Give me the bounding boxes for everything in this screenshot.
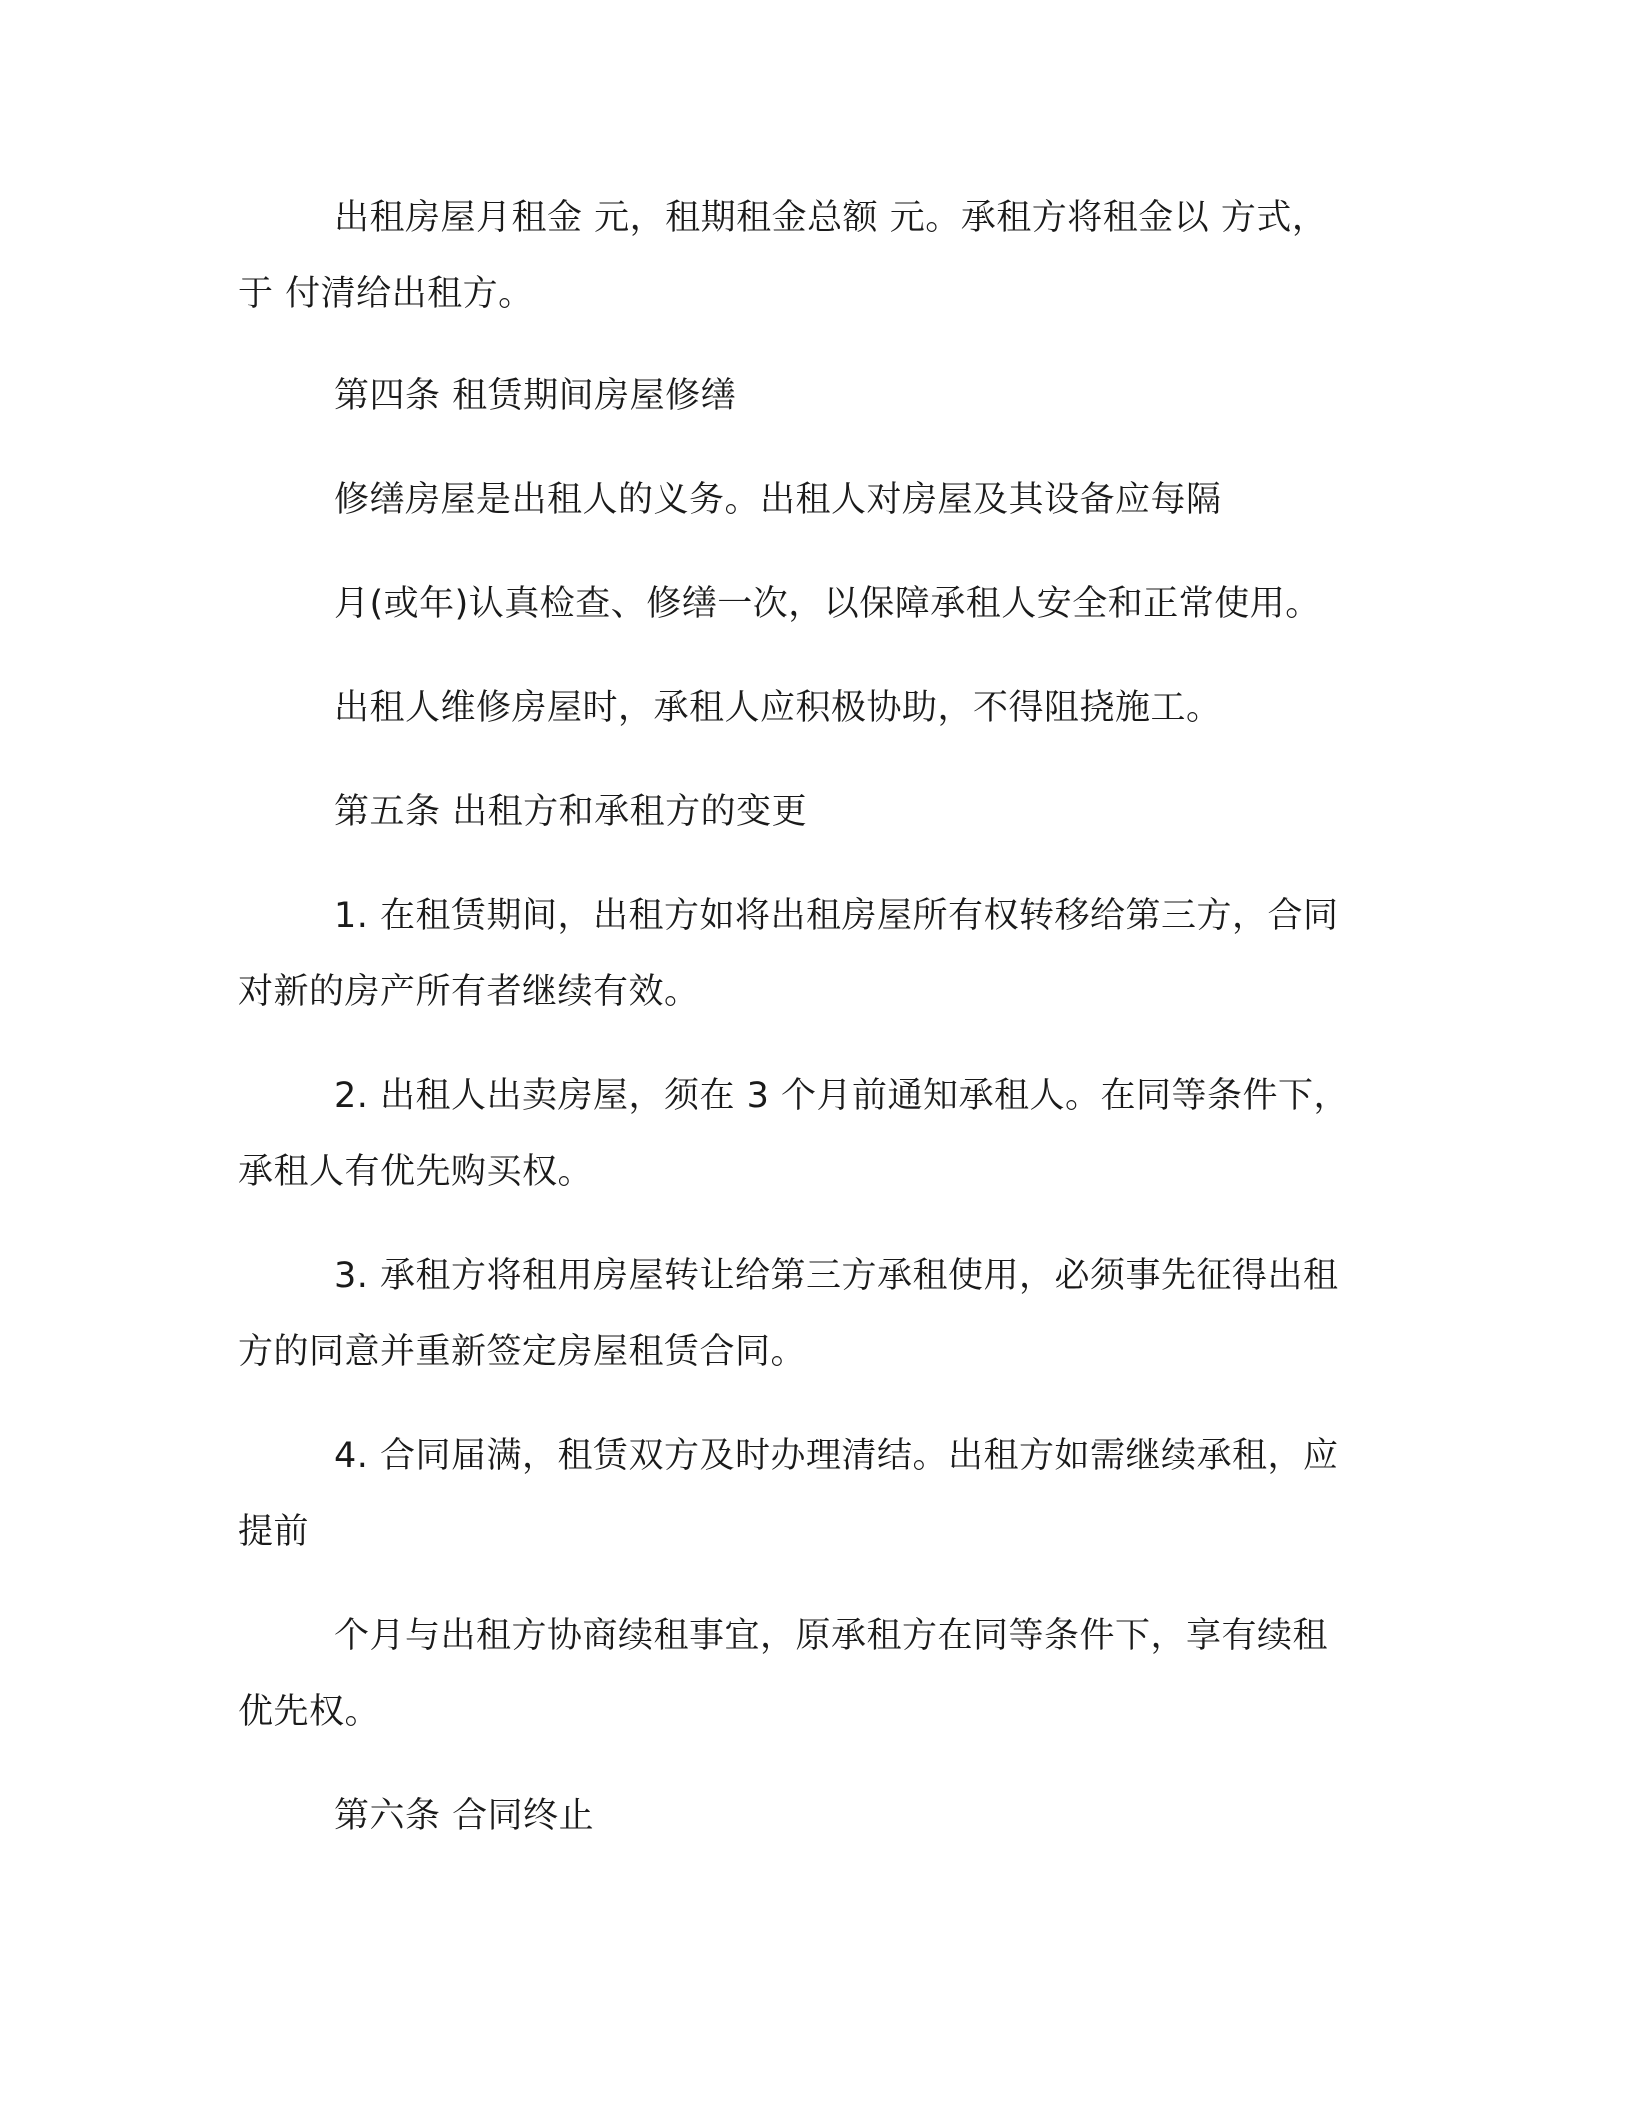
text-line: 个月与出租方协商续租事宜，原承租方在同等条件下，享有续租 bbox=[334, 1616, 1329, 1656]
text-line: 3. 承租方将租用房屋转让给第三方承租使用，必须事先征得出租 bbox=[334, 1256, 1339, 1296]
section-heading: 第五条 出租方和承租方的变更 bbox=[334, 792, 808, 832]
text-line: 出租人维修房屋时，承租人应积极协助，不得阻挠施工。 bbox=[334, 688, 1222, 728]
text-line: 方的同意并重新签定房屋租赁合同。 bbox=[238, 1332, 807, 1372]
text-line: 月(或年)认真检查、修缮一次，以保障承租人安全和正常使用。 bbox=[334, 584, 1321, 624]
text-line: 提前 bbox=[238, 1512, 310, 1552]
text-line: 2. 出租人出卖房屋，须在 3 个月前通知承租人。在同等条件下， bbox=[334, 1076, 1350, 1116]
text-line: 优先权。 bbox=[238, 1692, 381, 1732]
text-line: 修缮房屋是出租人的义务。出租人对房屋及其设备应每隔 bbox=[334, 480, 1222, 520]
text-line: 对新的房产所有者继续有效。 bbox=[238, 972, 700, 1012]
section-heading: 第四条 租赁期间房屋修缮 bbox=[334, 376, 737, 416]
text-line: 4. 合同届满，租赁双方及时办理清结。出租方如需继续承租，应 bbox=[334, 1436, 1339, 1476]
text-line: 1. 在租赁期间，出租方如将出租房屋所有权转移给第三方，合同 bbox=[334, 896, 1339, 936]
section-heading: 第六条 合同终止 bbox=[334, 1796, 595, 1836]
text-line: 出租房屋月租金 元，租期租金总额 元。承租方将租金以 方式， bbox=[334, 198, 1328, 238]
text-line: 承租人有优先购买权。 bbox=[238, 1152, 594, 1192]
text-line: 于 付清给出租方。 bbox=[238, 274, 534, 314]
